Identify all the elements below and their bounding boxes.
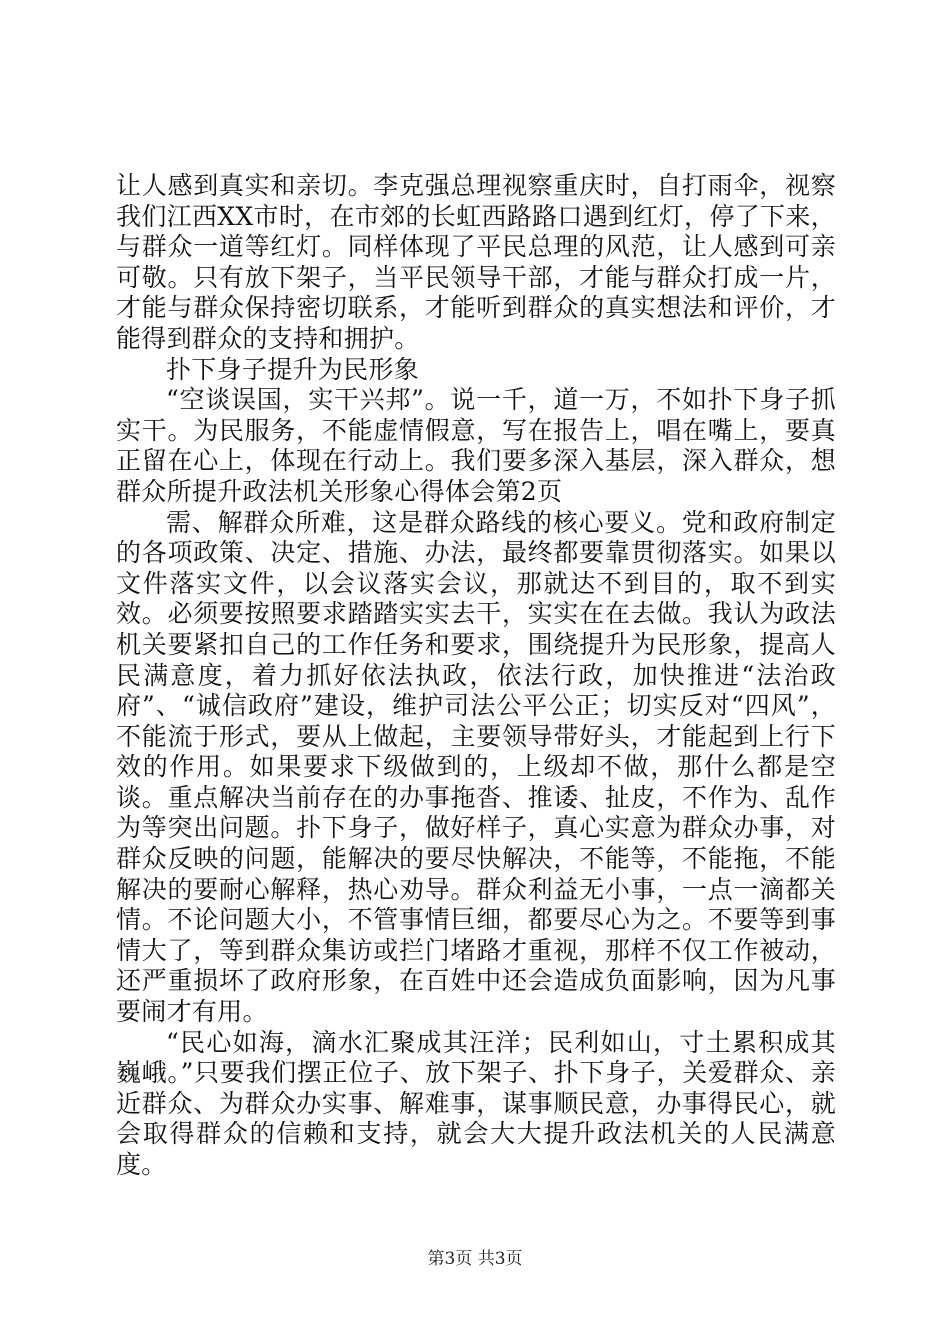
paragraph: “民心如海，滴水汇聚成其汪洋；民利如山，寸土累积成其巍峨。”只要我们摆正位子、放下架子、扑下身子，关爱群众、亲近群众、为群众办实事、解难事，谋事顺民意，办事得民心，就会取得群众的信赖和支持，就会大大提升政法机关的人民满意度。 xyxy=(116,1027,836,1179)
paragraph: 需、解群众所难，这是群众路线的核心要义。党和政府制定的各项政策、决定、措施、办法，最终都要靠贯彻落实。如果以文件落实文件，以会议落实会议，那就达不到目的，取不到实效。必须要按照要求踏踏实实去干，实实在在去做。我认为政法机关要紧扣自己的工作任务和要求，围绕提升为民形象，提高人民满意度，着力抓好依法执政，依法行政，加快推进“法治政府”、“诚信政府”建设，维护司法公平公正；切实反对“四风”，不能流于形式，要从上做起，主要领导带好头，才能起到上行下效的作用。如果要求下级做到的，上级却不做，那什么都是空谈。重点解决当前存在的办事拖沓、推诿、扯皮，不作为、乱作为等突出问题。扑下身子，做好样子，真心实意为群众办事，对群众反映的问题，能解决的要尽快解决，不能等，不能拖，不能解决的要耐心解释，热心劝导。群众利益无小事，一点一滴都关情。不论问题大小，不管事情巨细，都要尽心为之。不要等到事情大了，等到群众集访或拦门堵路才重视，那样不仅工作被动，还严重损坏了政府形象，在百姓中还会造成负面影响，因为凡事要闹才有用。 xyxy=(116,507,836,1027)
paragraph: “空谈误国，实干兴邦”。说一千，道一万，不如扑下身子抓实干。为民服务，不能虚情假意，写在报告上，唱在嘴上，要真正留在心上，体现在行动上。我们要多深入基层，深入群众，想群众所提升政法机关形象心得体会第2页 xyxy=(116,385,836,506)
document-body xyxy=(116,171,836,1181)
paragraph-continuation: 让人感到真实和亲切。李克强总理视察重庆时，自打雨伞，视察我们江西XX市时，在市郊的长虹西路路口遇到红灯，停了下来，与群众一道等红灯。同样体现了平民总理的风范，让人感到可亲可敬。只有放下架子，当平民领导干部，才能与群众打成一片，才能与群众保持密切联系，才能听到群众的真实想法和评价，才能得到群众的支持和拥护。 xyxy=(116,171,836,353)
page-footer: 第3页 共3页 xyxy=(427,1249,523,1269)
section-heading: 扑下身子提升为民形象 xyxy=(166,354,420,384)
